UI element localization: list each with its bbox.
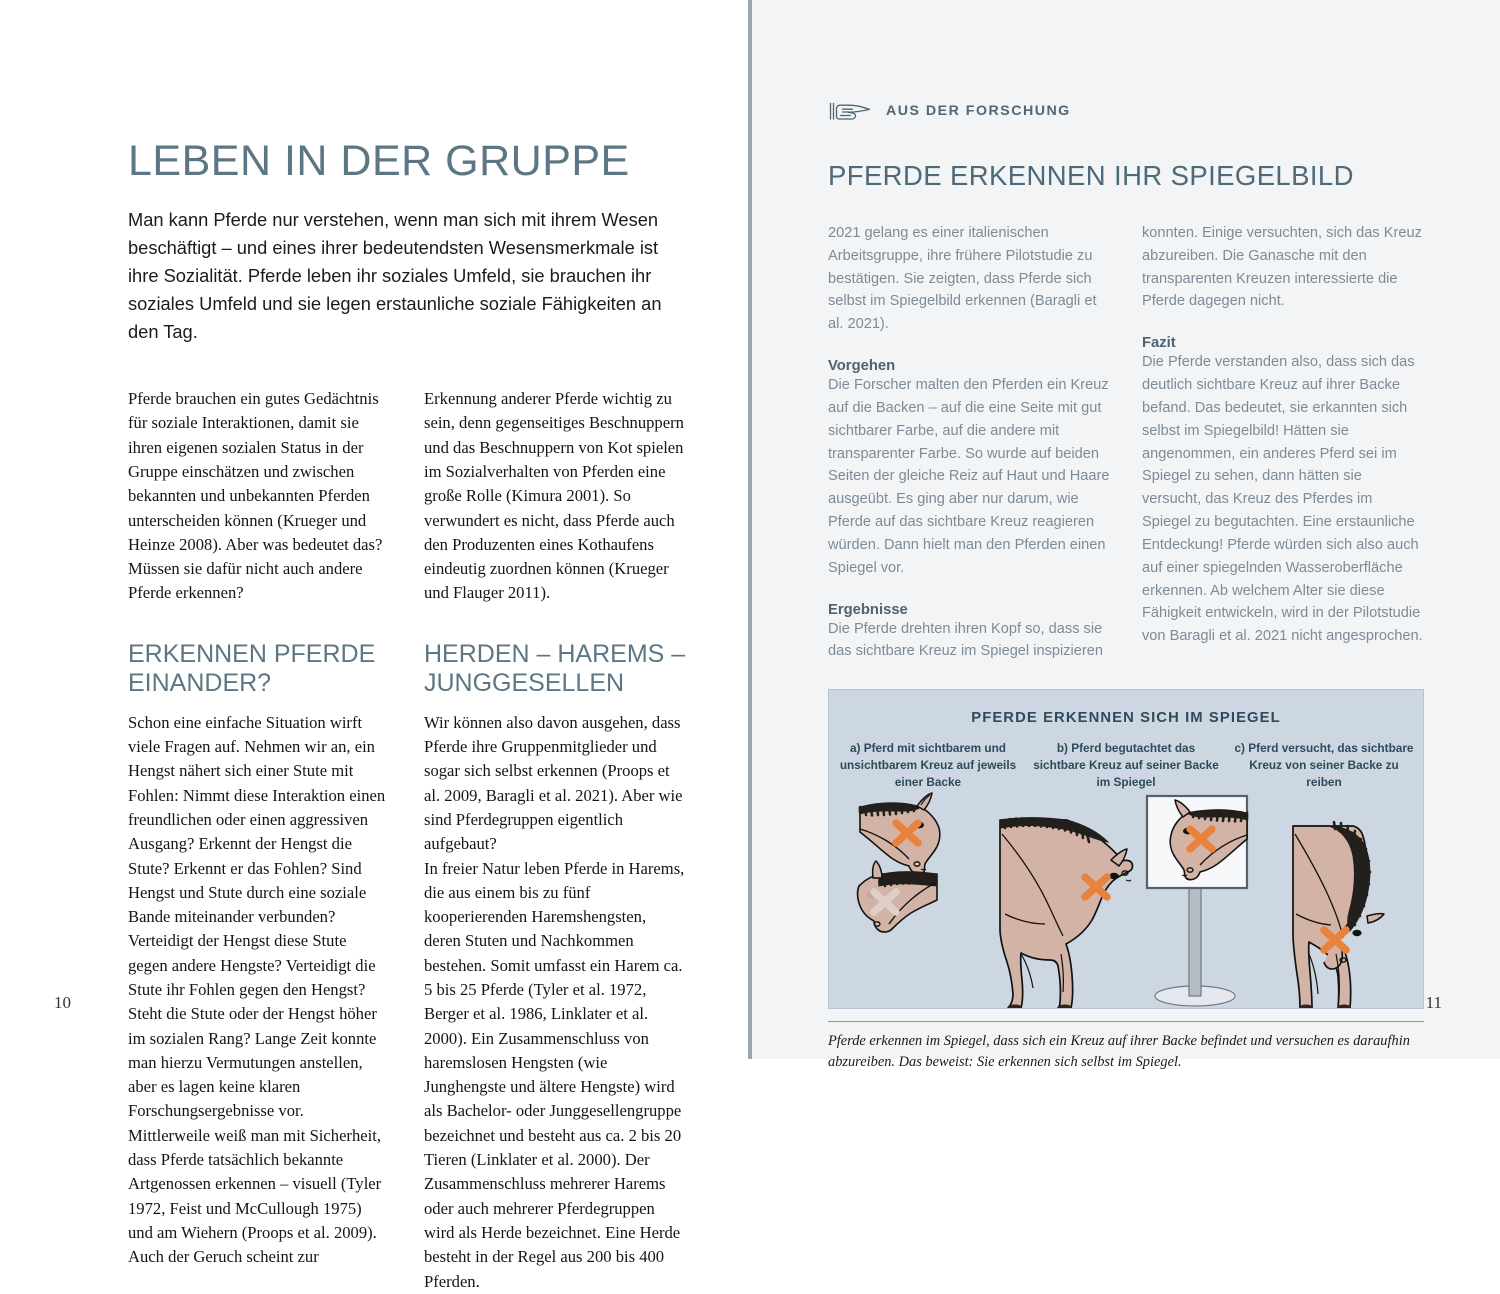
- paragraph: Wir können also davon ausgehen, dass Pferde ihre Gruppenmitglieder und sogar sich selbst erkennen (Proops et al. 2009, Baragli et al. 2021). Aber wie sind Pferdegruppen eigentlich aufgebaut?: [424, 712, 683, 854]
- spacer: [424, 699, 686, 711]
- research-kicker: [828, 0, 1424, 122]
- page-title: LEBEN IN DER GRUPPE: [128, 137, 630, 185]
- horse-head-invisible-cross: [858, 861, 937, 932]
- paragraph: Pferde brauchen ein gutes Gedächtnis für soziale Interaktionen, damit sie ihren eigenen sozialen Status in der Gruppe einschätzen und zwischen bekannten und unbekannten Pferden unterscheiden können (Krueger und Heinze 2008). Aber was bedeutet das? Müssen sie dafür nicht auch andere Pferde erkennen?: [128, 389, 383, 603]
- figure-caption: Pferde erkennen im Spiegel, dass sich ein Kreuz auf ihrer Backe befindet und versuchen es daraufhin abzureiben. Das beweist: Sie erkennen sich selbst im Spiegel.: [828, 1021, 1424, 1073]
- subheading-ergebnisse: Ergebnisse: [828, 601, 908, 618]
- panel-b-horse-and-mirror: [1000, 796, 1247, 1009]
- horse-mirror-illustration: [829, 774, 1424, 1009]
- subheading-fazit: Fazit: [1142, 335, 1176, 352]
- paragraph: Schon eine einfache Situation wirft viele Fragen auf. Nehmen wir an, ein Hengst nähert sich einer Stute mit Fohlen: Nimmt diese Interaktion einen freundlichen oder einen aggressiven Ausgang? Erkennt der Hengst die Stute? Erkennt er das Fohlen? Sind Hengst und Stute durch eine soziale Bande miteinander verbunden? Verteidigt der Hengst diese Stute gegen andere Hengste? Verteidigt die Stute ihr Fohlen gegen den Hengst? Steht die Stute oder der Hengst höher im sozialen Rang? Lange Zeit konnte man hierzu Vermutungen anstellen, aber es lagen keine klaren Forschungsergebnisse vor.: [128, 712, 386, 1121]
- figure-title: PFERDE ERKENNEN SICH IM SPIEGEL: [971, 710, 1281, 727]
- lead-paragraph: Man kann Pferde nur verstehen, wenn man sich mit ihrem Wesen beschäftigt – und eines ihrer bedeutendsten Wesensmerkmale ist ihre Sozialität. Pferde leben ihr soziales Umfeld, sie brauchen ihr soziales Umfeld und sie legen erstaunliche soziale Fähigkeiten an den Tag.: [128, 209, 662, 343]
- spacer: [828, 580, 1110, 602]
- paragraph: Die Pferde verstanden also, dass sich das deutlich sichtbare Kreuz auf ihrer Backe befand. Das bedeutet, sie erkannten sich selbst im Spiegelbild! Hätten sie angenommen, ein anderes Pferd sei im Spiegel zu sehen, dann hätten sie versucht, das Kreuz des Pferdes im Spiegel zu begutachten. Eine erstaunliche Entdeckung! Pferde würden sich also auch auf einer spiegelnden Wasseroberfläche erkennen. Ab welchem Alter sie diese Fähigkeit entwickeln, wird in der Pilotstudie von Baragli et al. 2021 nicht angesprochen.: [1142, 354, 1423, 645]
- subheading-vorgehen: Vorgehen: [828, 358, 896, 375]
- pointing-hand-icon: [828, 100, 874, 122]
- spacer: [424, 606, 686, 640]
- panel-a-horse-heads: [858, 793, 940, 932]
- spacer: [1142, 313, 1424, 335]
- left-page-content: [128, 0, 686, 1294]
- paragraph: konnten. Einige versuchten, sich das Kreuz abzureiben. Die Ganasche mit den transparenten Kreuzen interessierte die Pferde dagegen nicht.: [1142, 225, 1422, 310]
- right-column-1: [828, 222, 1110, 663]
- right-column-2: [1142, 222, 1424, 663]
- figure-label-b: b) Pferd begutachtet das sichtbare Kreuz auf seiner Backe im Spiegel: [1033, 741, 1219, 789]
- section-heading-herden-harems-junggesellen: HERDEN – HAREMS – JUNGGESELLEN: [424, 639, 686, 698]
- horse-body-looking-in-mirror: [1000, 818, 1133, 1009]
- page-number-left: 10: [54, 993, 71, 1012]
- page-number-right: 11: [1425, 993, 1442, 1012]
- left-page: [0, 0, 748, 1291]
- horse-head-visible-cross: [860, 793, 940, 874]
- section-heading-erkennen-pferde-einander: ERKENNEN PFERDE EINANDER?: [128, 639, 376, 698]
- spacer: [128, 606, 390, 640]
- mirror-stand: [1155, 886, 1235, 1006]
- figure-label-a: a) Pferd mit sichtbarem und unsichtbarem Kreuz auf jeweils einer Backe: [839, 741, 1017, 789]
- right-page-columns: [828, 222, 1424, 663]
- right-page-title: PFERDE ERKENNEN IHR SPIEGELBILD: [828, 160, 1354, 191]
- right-page: [752, 0, 1500, 1071]
- mirror-with-reflection: [1147, 796, 1247, 888]
- figure-box: [828, 689, 1424, 1009]
- paragraph: In freier Natur leben Pferde in Harems, die aus einem bis zu fünf kooperierenden Haremshengsten, deren Stuten und Nachkommen bestehen. Somit umfasst ein Harem ca. 5 bis 25 Pferde (Tyler et al. 1972, Berger et al. 1986, Linklater et al. 2000). Ein Zusammenschluss von haremslosen Hengsten (wie Junghengste und ältere Hengste) wird als Bachelor- oder Junggesellengruppe bezeichnet und besteht aus ca. 2 bis 20 Tieren (Linklater et al. 2000). Der Zusammenschluss mehrerer Harems oder auch mehrerer Pferdegruppen wird als Herde bezeichnet. Eine Herde besteht in der Regel aus 200 bis 400 Pferden.: [424, 858, 685, 1291]
- paragraph: Mittlerweile weiß man mit Sicherheit, dass Pferde tatsächlich bekannte Artgenossen erkennen – visuell (Tyler 1972, Feist und McCullough 1975) und am Wiehern (Proops et al. 2009). Auch der Geruch scheint zur: [128, 1125, 382, 1267]
- panel-c-horse-rubbing-cheek: [1293, 822, 1384, 1009]
- paragraph: 2021 gelang es einer italienischen Arbeitsgruppe, ihre frühere Pilotstudie zu bestätigen. Sie zeigten, dass Pferde sich selbst im Spiegelbild erkennen (Baragli et al. 2021).: [828, 225, 1097, 333]
- spacer: [128, 699, 390, 711]
- left-column-2: [424, 387, 686, 1294]
- right-page-content: [828, 0, 1424, 1073]
- figure-label-c: c) Pferd versucht, das sichtbare Kreuz von seiner Backe zu reiben: [1234, 741, 1414, 789]
- spacer: [828, 336, 1110, 358]
- paragraph: Erkennung anderer Pferde wichtig zu sein, denn gegenseitiges Beschnuppern und das Beschnuppern von Kot spielen im Sozialverhalten von Pferden eine große Rolle (Kimura 2001). So verwundert es nicht, dass Pferde auch den Produzenten eines Kothaufens eindeutig zuordnen können (Krueger und Flauger 2011).: [424, 389, 684, 603]
- kicker-label: AUS DER FORSCHUNG: [886, 103, 1071, 119]
- left-column-1: [128, 387, 390, 1294]
- left-page-columns: [128, 387, 686, 1294]
- paragraph: Die Forscher malten den Pferden ein Kreuz auf die Backen – auf die eine Seite mit gut sichtbarer Farbe, auf die andere mit transparenter Farbe. So wurde auf beiden Seiten der gleiche Reiz auf Haut und Haare ausgeübt. Es ging aber nur darum, wie Pferde auf das sichtbare Kreuz reagieren würden. Dann hielt man den Pferden einen Spiegel vor.: [828, 377, 1110, 576]
- paragraph: Die Pferde drehten ihren Kopf so, dass sie das sichtbare Kreuz im Spiegel inspizieren: [828, 620, 1103, 660]
